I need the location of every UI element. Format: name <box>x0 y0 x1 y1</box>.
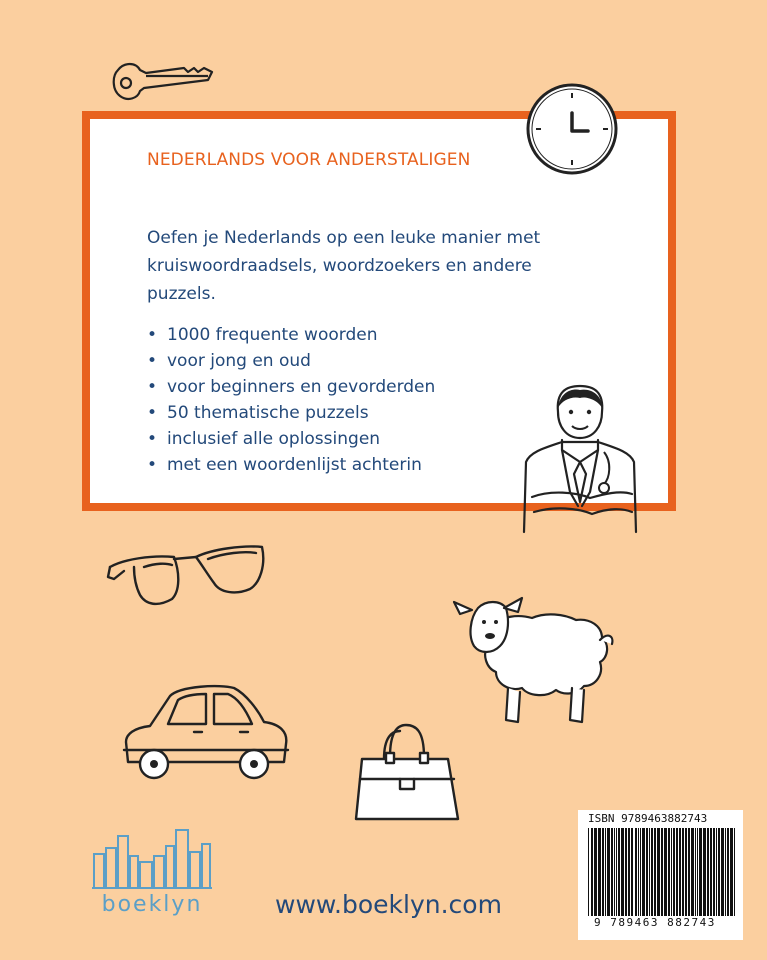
barcode-bar <box>618 828 620 916</box>
brand-name: boeklyn <box>101 892 203 917</box>
intro-paragraph: Oefen je Nederlands op een leuke manier met kruiswoordraadsels, woordzoekers en andere puzzels. <box>147 228 541 304</box>
clock-icon <box>524 81 620 177</box>
barcode-bar <box>676 828 678 916</box>
barcode-bar <box>588 828 589 916</box>
list-item: • met een woordenlijst achterin <box>147 455 422 475</box>
barcode-bar <box>635 828 637 916</box>
barcode-bar <box>710 828 712 916</box>
barcode-bar <box>621 828 624 916</box>
barcode-bar <box>721 828 724 916</box>
barcode-bar <box>602 828 604 916</box>
barcode-bar <box>697 828 698 916</box>
barcode-bar <box>657 828 660 916</box>
sheep-icon <box>452 592 618 734</box>
barcode-bar <box>638 828 639 916</box>
barcode-bar <box>688 828 690 916</box>
barcode-bar <box>625 828 627 916</box>
barcode-bar <box>605 828 606 916</box>
barcode-bar <box>716 828 717 916</box>
barcode-bar <box>649 828 650 916</box>
barcode-bar <box>598 828 601 916</box>
barcode-bar <box>727 828 729 916</box>
list-item: • 50 thematische puzzels <box>147 403 369 423</box>
barcode-bar <box>682 828 684 916</box>
barcode-bar <box>673 828 675 916</box>
barcode-bar <box>594 828 597 916</box>
barcode-bar <box>607 828 610 916</box>
barcode-bar <box>730 828 733 916</box>
barcode-bar <box>707 828 709 916</box>
barcode-bar <box>691 828 694 916</box>
barcode-bar <box>685 828 687 916</box>
barcode-bar <box>591 828 593 916</box>
barcode-bar <box>695 828 696 916</box>
section-heading: NEDERLANDS VOOR ANDERSTALIGEN <box>147 150 471 170</box>
barcode-bar <box>668 828 670 916</box>
barcode-bar <box>661 828 663 916</box>
list-item: • voor beginners en gevorderden <box>147 377 436 397</box>
barcode-icon <box>588 828 736 916</box>
barcode-bar <box>642 828 645 916</box>
barcode-bar <box>654 828 656 916</box>
feature-list <box>147 322 435 478</box>
barcode-digits: 9 789463 882743 <box>594 916 716 929</box>
barcode-bar <box>646 828 648 916</box>
barcode-bar <box>699 828 702 916</box>
barcode-bar <box>611 828 613 916</box>
barcode-bar <box>713 828 715 916</box>
car-icon <box>120 680 292 784</box>
books-logo-icon <box>92 826 212 890</box>
barcode-bar <box>628 828 630 916</box>
key-icon <box>108 58 220 104</box>
barcode-bar <box>616 828 617 916</box>
barcode-bar <box>671 828 672 916</box>
handbag-icon <box>352 723 462 825</box>
barcode-bar <box>614 828 615 916</box>
website-link[interactable]: www.boeklyn.com <box>275 890 502 919</box>
list-item: • 1000 frequente woorden <box>147 325 378 345</box>
barcode-bar <box>631 828 633 916</box>
barcode-bar <box>718 828 720 916</box>
barcode-bar <box>651 828 653 916</box>
doctor-icon <box>520 382 640 542</box>
glasses-icon <box>104 537 270 609</box>
barcode-bar <box>703 828 706 916</box>
isbn-label: ISBN 9789463882743 <box>588 812 708 825</box>
barcode-bar <box>679 828 681 916</box>
barcode-bar <box>725 828 726 916</box>
list-item: • voor jong en oud <box>147 351 311 371</box>
list-item: • inclusief alle oplossingen <box>147 429 381 449</box>
barcode-bar <box>734 828 735 916</box>
barcode-bar <box>664 828 667 916</box>
barcode-bar <box>640 828 641 916</box>
